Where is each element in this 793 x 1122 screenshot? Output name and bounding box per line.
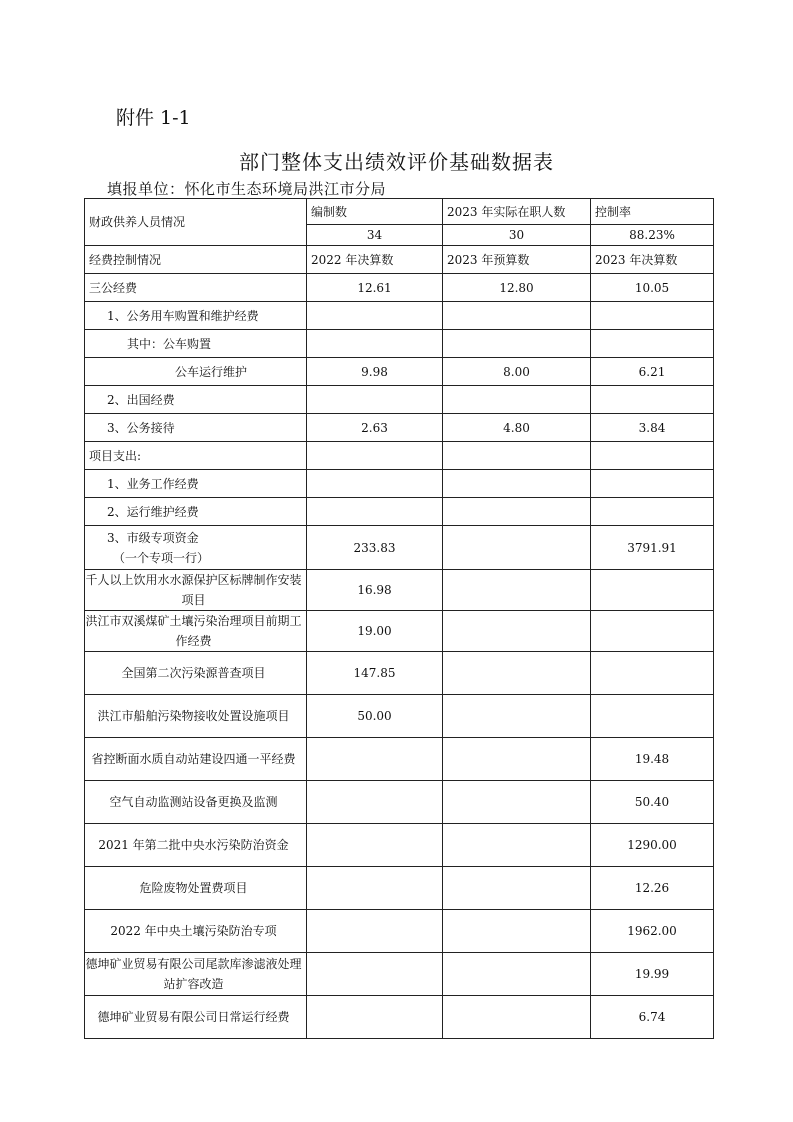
table-row — [85, 414, 714, 442]
row-label: 项目支出: — [85, 442, 307, 470]
table-row — [85, 695, 714, 738]
table-cell — [443, 695, 591, 738]
table-cell: 30 — [443, 225, 591, 246]
table-cell — [443, 996, 591, 1039]
attachment-label: 附件 1-1 — [116, 107, 191, 129]
reporting-unit: 填报单位：怀化市生态环境局洪江市分局 — [107, 180, 387, 198]
table-cell — [443, 738, 591, 781]
table-cell — [591, 498, 714, 526]
table-cell — [443, 611, 591, 652]
table-cell: 88.23% — [591, 225, 714, 246]
table-cell — [443, 824, 591, 867]
table-row — [85, 570, 714, 611]
staff-col-header: 2023 年实际在职人数 — [443, 199, 591, 225]
table-cell — [443, 867, 591, 910]
table-cell — [591, 302, 714, 330]
project-label: 省控断面水质自动站建设四通一平经费 — [85, 738, 307, 781]
table-cell — [307, 824, 443, 867]
table-cell — [443, 953, 591, 996]
row-label: 2、出国经费 — [85, 386, 307, 414]
project-label: 千人以上饮用水水源保护区标牌制作安装项目 — [85, 570, 307, 611]
table-cell — [307, 498, 443, 526]
table-cell — [443, 652, 591, 695]
table-cell: 2.63 — [307, 414, 443, 442]
row-label: 1、业务工作经费 — [85, 470, 307, 498]
table-row — [85, 910, 714, 953]
row-label: 1、公务用车购置和维护经费 — [85, 302, 307, 330]
page-title: 部门整体支出绩效评价基础数据表 — [239, 150, 554, 174]
staff-col-header: 控制率 — [591, 199, 714, 225]
table-row — [85, 996, 714, 1039]
special-label-line2: （一个专项一行） — [113, 550, 210, 565]
project-label: 危险废物处置费项目 — [85, 867, 307, 910]
table-cell — [307, 386, 443, 414]
table-cell — [591, 386, 714, 414]
row-label: 三公经费 — [85, 274, 307, 302]
table-cell — [307, 781, 443, 824]
project-label: 德坤矿业贸易有限公司日常运行经费 — [85, 996, 307, 1039]
staff-col-header: 编制数 — [307, 199, 443, 225]
table-cell: 3.84 — [591, 414, 714, 442]
project-label: 洪江市船舶污染物接收处置设施项目 — [85, 695, 307, 738]
project-label: 2021 年第二批中央水污染防治资金 — [85, 824, 307, 867]
row-label: 3、公务接待 — [85, 414, 307, 442]
table-cell — [307, 302, 443, 330]
table-row — [85, 330, 714, 358]
data-table — [84, 198, 714, 1039]
funds-col-header: 2023 年预算数 — [443, 246, 591, 274]
table-cell — [591, 652, 714, 695]
table-cell: 147.85 — [307, 652, 443, 695]
table-cell: 12.80 — [443, 274, 591, 302]
row-label — [85, 526, 307, 570]
project-label: 空气自动监测站设备更换及监测 — [85, 781, 307, 824]
table-row — [85, 470, 714, 498]
table-cell — [591, 442, 714, 470]
table-cell — [591, 470, 714, 498]
special-label-line1: 3、市级专项资金 — [107, 530, 199, 545]
table-cell: 6.21 — [591, 358, 714, 386]
table-row — [85, 274, 714, 302]
table-cell — [443, 302, 591, 330]
table-cell: 6.74 — [591, 996, 714, 1039]
table-cell — [307, 867, 443, 910]
table-cell — [443, 386, 591, 414]
table-cell — [443, 781, 591, 824]
table-cell: 19.48 — [591, 738, 714, 781]
table-cell: 34 — [307, 225, 443, 246]
row-label: 公车运行维护 — [85, 358, 307, 386]
table-cell — [591, 695, 714, 738]
funds-col-header: 2022 年决算数 — [307, 246, 443, 274]
table-cell: 4.80 — [443, 414, 591, 442]
table-cell — [307, 330, 443, 358]
table-cell — [443, 498, 591, 526]
table-row — [85, 867, 714, 910]
table-cell: 1290.00 — [591, 824, 714, 867]
table-row — [85, 442, 714, 470]
table-cell: 50.40 — [591, 781, 714, 824]
table-row — [85, 611, 714, 652]
table-cell — [443, 470, 591, 498]
table-row — [85, 498, 714, 526]
table-cell: 12.26 — [591, 867, 714, 910]
table-row — [85, 738, 714, 781]
table-cell — [307, 442, 443, 470]
table-cell — [591, 611, 714, 652]
table-cell — [307, 953, 443, 996]
table-row — [85, 358, 714, 386]
funds-label: 经费控制情况 — [85, 246, 307, 274]
table-row — [85, 953, 714, 996]
table-cell — [443, 526, 591, 570]
table-row — [85, 199, 714, 225]
row-label: 其中：公车购置 — [85, 330, 307, 358]
table-row — [85, 652, 714, 695]
table-cell: 3791.91 — [591, 526, 714, 570]
table-cell — [591, 330, 714, 358]
table-cell: 1962.00 — [591, 910, 714, 953]
table-cell: 19.00 — [307, 611, 443, 652]
table-row — [85, 302, 714, 330]
project-label: 德坤矿业贸易有限公司尾款库渗滤液处理站扩容改造 — [85, 953, 307, 996]
table-cell — [307, 910, 443, 953]
table-row — [85, 246, 714, 274]
table-cell: 8.00 — [443, 358, 591, 386]
table-cell — [591, 570, 714, 611]
table-cell — [443, 570, 591, 611]
project-label: 全国第二次污染源普查项目 — [85, 652, 307, 695]
table-cell — [443, 910, 591, 953]
table-row — [85, 386, 714, 414]
project-label: 洪江市双溪煤矿土壤污染治理项目前期工作经费 — [85, 611, 307, 652]
table-cell: 19.99 — [591, 953, 714, 996]
project-label: 2022 年中央土壤污染防治专项 — [85, 910, 307, 953]
table-cell: 50.00 — [307, 695, 443, 738]
table-cell: 9.98 — [307, 358, 443, 386]
table-row — [85, 526, 714, 570]
staff-label: 财政供养人员情况 — [85, 199, 307, 246]
table-cell — [307, 996, 443, 1039]
table-row — [85, 781, 714, 824]
table-cell: 233.83 — [307, 526, 443, 570]
table-cell: 16.98 — [307, 570, 443, 611]
table-cell — [443, 442, 591, 470]
table-cell: 10.05 — [591, 274, 714, 302]
table-cell — [307, 738, 443, 781]
table-cell — [307, 470, 443, 498]
table-row — [85, 824, 714, 867]
row-label: 2、运行维护经费 — [85, 498, 307, 526]
table-cell: 12.61 — [307, 274, 443, 302]
funds-col-header: 2023 年决算数 — [591, 246, 714, 274]
table-cell — [443, 330, 591, 358]
